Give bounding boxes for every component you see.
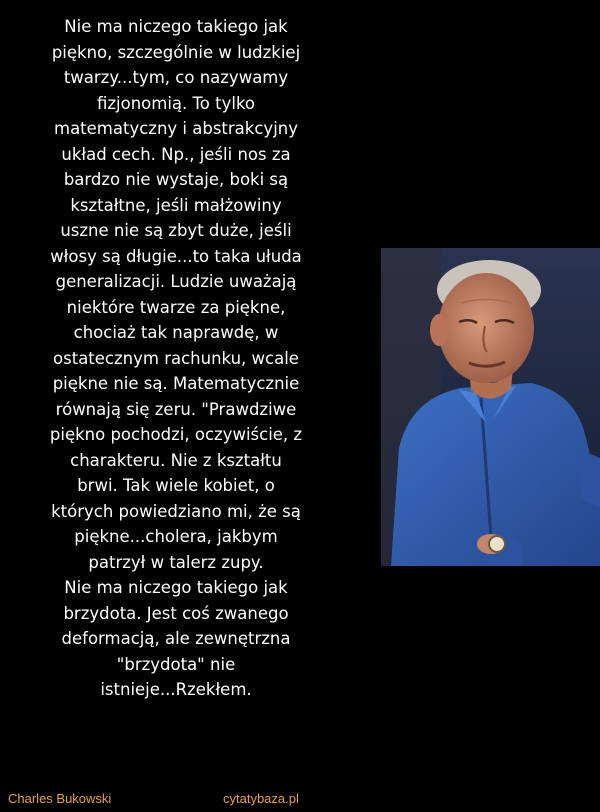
quote-line: kształtne, jeśli małżowiny <box>70 195 282 215</box>
quote-line: piękne...cholera, jakbym <box>74 527 278 546</box>
site-link[interactable]: cytatybaza.pl <box>223 791 299 806</box>
quote-line: brwi. Tak wiele kobiet, o <box>77 476 275 495</box>
quote-line: równają się zeru. "Prawdziwe <box>55 399 297 419</box>
quote-line: generalizacji. Ludzie uważają <box>55 272 297 291</box>
quote-line: piękno pochodzi, oczywiście, z <box>49 425 303 444</box>
quote-line: piękno, szczególnie w ludzkiej <box>51 42 301 62</box>
quote-line: istnieje...Rzekłem. <box>100 680 252 699</box>
quote-line: chociaż tak naprawdę, w <box>73 323 279 342</box>
quote-line: uszne nie są zbyt duże, jeśli <box>60 221 292 240</box>
quote-line: Nie ma niczego takiego jak <box>64 578 288 597</box>
author-portrait-photo <box>381 248 600 566</box>
quote-line: "brzydota" nie <box>116 654 236 674</box>
quote-line: Nie ma niczego takiego jak <box>64 17 288 36</box>
quote-line: brzydota. Jest coś zwanego <box>63 603 289 623</box>
quote-line: charakteru. Nie z kształtu <box>70 450 282 470</box>
quote-line: których powiedziano mi, że są <box>51 501 301 521</box>
quote-text <box>18 14 334 703</box>
quote-line: układ cech. Np., jeśli nos za <box>61 144 291 164</box>
author-name: Charles Bukowski <box>8 791 112 806</box>
quote-line: matematyczny i abstrakcyjny <box>54 119 298 138</box>
quote-line: piękne nie są. Matematycznie <box>52 374 300 393</box>
quote-line: deformacją, ale zewnętrzna <box>61 629 291 648</box>
quote-line: ostatecznym rachunku, wcale <box>53 348 299 368</box>
quote-line: bardzo nie wystaje, boki są <box>63 170 289 189</box>
quote-line: włosy są długie...to taka ułuda <box>50 246 302 266</box>
quote-line: niektóre twarze za piękne, <box>66 297 286 317</box>
quote-line: fizjonomią. To tylko <box>96 93 256 113</box>
portrait-illustration <box>381 248 600 566</box>
quote-line: twarzy...tym, co nazywamy <box>63 68 289 87</box>
quote-line: patrzył w talerz zupy. <box>88 552 264 572</box>
